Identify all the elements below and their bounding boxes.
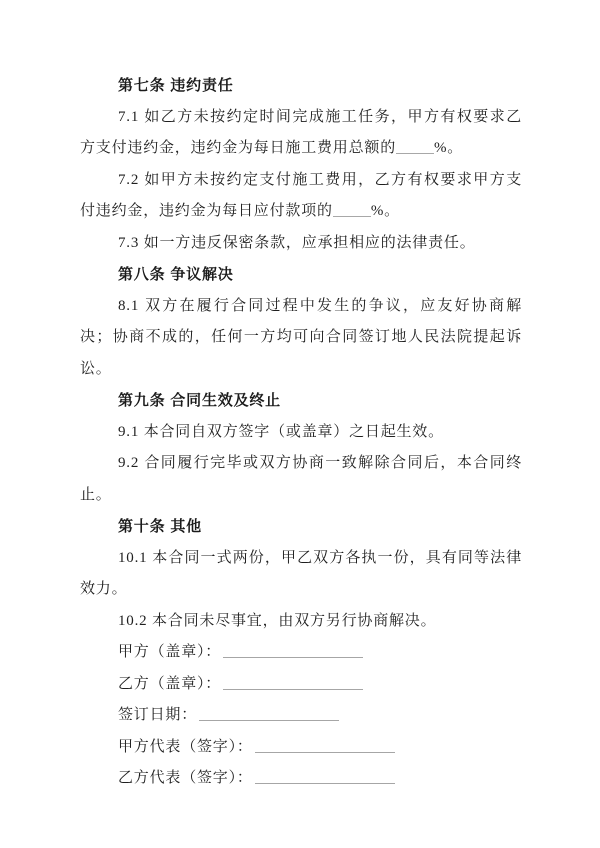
signature-row-signing-date bbox=[80, 700, 522, 732]
clause-7-1 bbox=[80, 102, 522, 165]
party-b-seal-label: 乙方（盖章）： bbox=[118, 675, 222, 692]
party-a-seal-label: 甲方（盖章）： bbox=[118, 644, 222, 660]
section-heading-article-10: 第十条 其他 bbox=[118, 518, 202, 535]
party-b-rep-label: 乙方代表（签字）： bbox=[118, 770, 253, 786]
clause-7-2-text: 7.2 如甲方未按约定支付施工费用，乙方有权要求甲方支付违约金，违约金为每日应付款项的 bbox=[80, 171, 522, 219]
clause-7-1-suffix: %。 bbox=[434, 140, 464, 156]
signature-row-party-b-rep bbox=[80, 763, 522, 795]
party-a-rep-line bbox=[255, 738, 395, 753]
clause-9-1: 9.1 本合同自双方签字（或盖章）之日起生效。 bbox=[118, 423, 444, 440]
party-a-rep-label: 甲方代表（签字）： bbox=[118, 738, 253, 755]
section-heading-article-7: 第七条 违约责任 bbox=[118, 77, 234, 94]
signature-row-party-a-seal bbox=[80, 637, 522, 669]
signature-row-party-b-seal bbox=[80, 669, 522, 701]
signing-date-line bbox=[199, 706, 339, 721]
section-heading-article-8: 第八条 争议解决 bbox=[118, 266, 234, 283]
clause-8-1: 8.1 双方在履行合同过程中发生的争议，应友好协商解决；协商不成的，任何一方均可向合同签订地人民法院提起诉讼。 bbox=[80, 297, 522, 377]
clause-7-2 bbox=[80, 165, 522, 228]
party-b-seal-line bbox=[223, 675, 363, 690]
penalty-rate-blank-7-1 bbox=[396, 139, 434, 154]
penalty-rate-blank-7-2 bbox=[333, 202, 371, 217]
section-heading-article-9: 第九条 合同生效及终止 bbox=[118, 392, 281, 409]
clause-10-2: 10.2 本合同未尽事宜，由双方另行协商解决。 bbox=[118, 612, 437, 629]
party-b-rep-line bbox=[255, 769, 395, 784]
clause-7-3: 7.3 如一方违反保密条款，应承担相应的法律责任。 bbox=[118, 234, 476, 251]
clause-9-2: 9.2 合同履行完毕或双方协商一致解除合同后，本合同终止。 bbox=[80, 455, 522, 503]
party-a-seal-line bbox=[223, 643, 363, 658]
signing-date-label: 签订日期： bbox=[118, 707, 198, 723]
clause-7-2-suffix: %。 bbox=[370, 203, 400, 219]
signature-row-party-a-rep bbox=[80, 732, 522, 764]
clause-7-1-text: 7.1 如乙方未按约定时间完成施工任务，甲方有权要求乙方支付违约金，违约金为每日施工费用总额的 bbox=[80, 108, 522, 156]
clause-10-1: 10.1 本合同一式两份，甲乙双方各执一份，具有同等法律效力。 bbox=[80, 549, 522, 597]
